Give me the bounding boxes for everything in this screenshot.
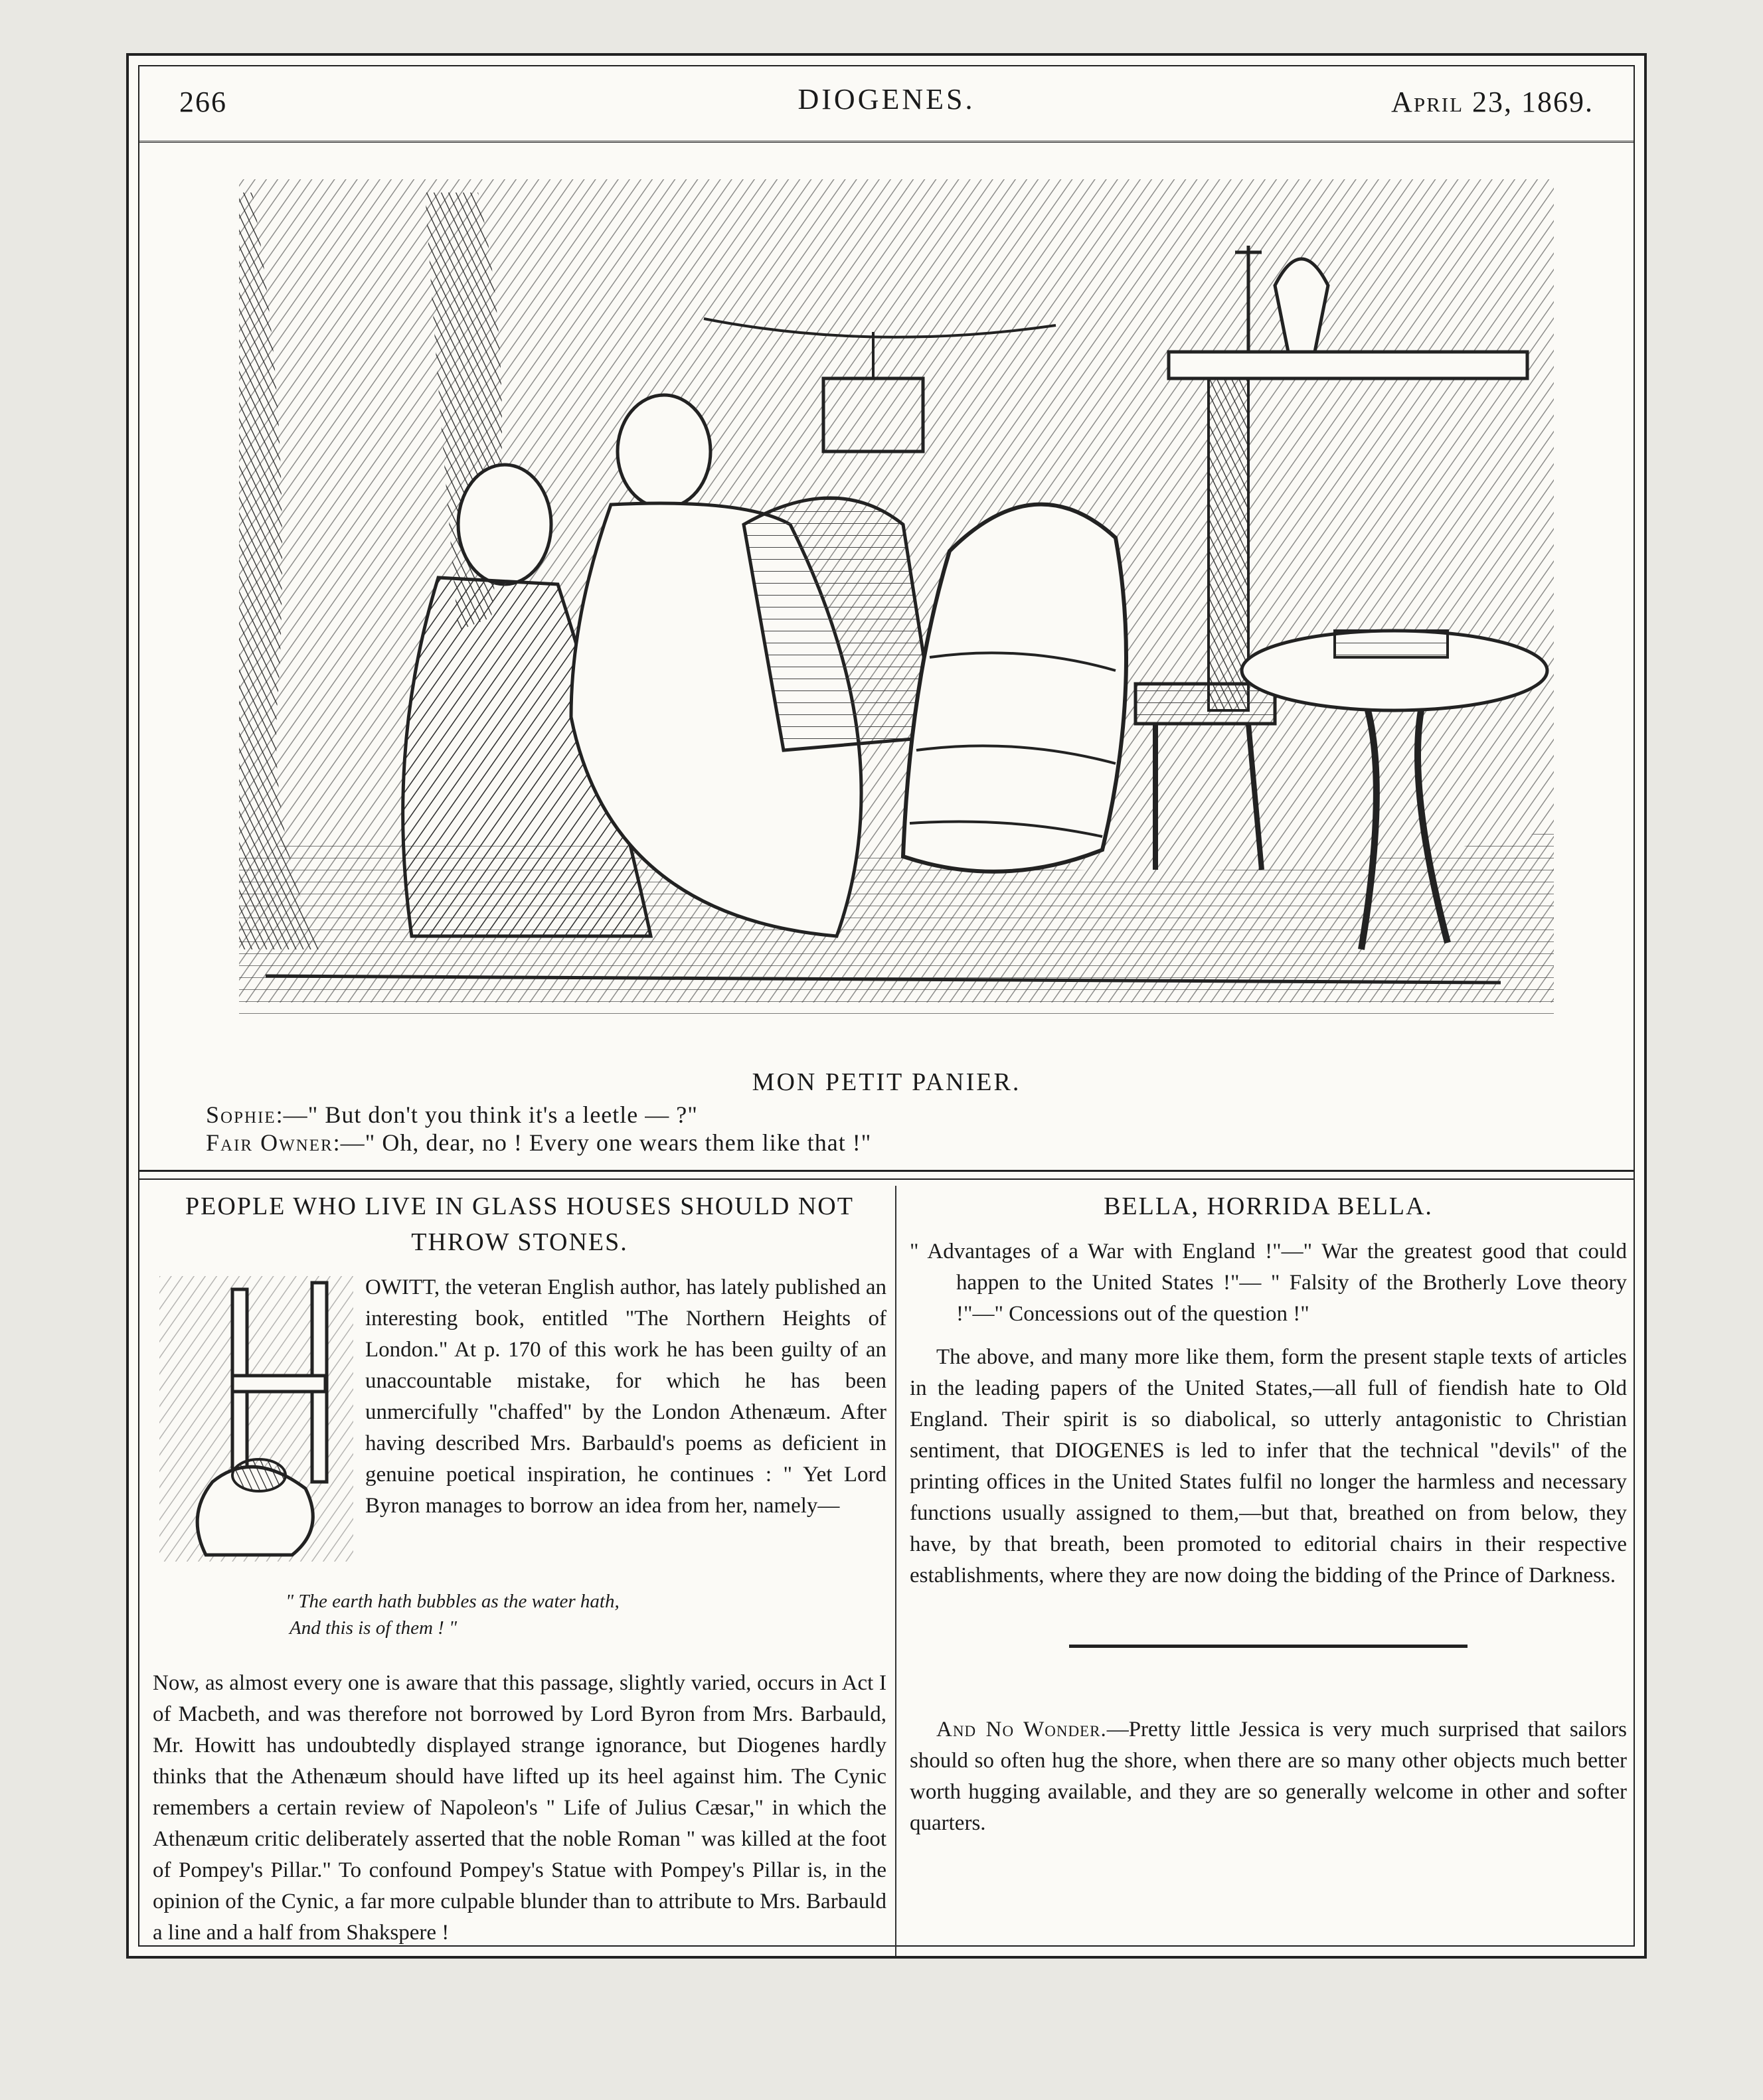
cartoon-caption-line-2 bbox=[206, 1129, 871, 1157]
illustrated-initial-h-icon bbox=[159, 1276, 353, 1562]
caption-speaker-fair-owner: Fair Owner bbox=[206, 1129, 333, 1156]
issue-date: April 23, 1869. bbox=[1391, 86, 1594, 118]
right-article-headline: BELLA, HORRIDA BELLA. bbox=[1104, 1192, 1433, 1220]
short-item bbox=[910, 1714, 1627, 1839]
byron-quote bbox=[286, 1588, 886, 1641]
article-separator-rule bbox=[1069, 1645, 1468, 1648]
newspaper-page bbox=[126, 53, 1647, 1959]
left-article-headline: PEOPLE WHO LIVE IN GLASS HOUSES SHOULD NOT THROW STONES. bbox=[185, 1192, 854, 1256]
caption-speaker-sophie: Sophie bbox=[206, 1101, 276, 1128]
caption-text-2: :—" Oh, dear, no ! Every one wears them like that !" bbox=[333, 1129, 872, 1156]
right-article-para-1: The above, and many more like them, form the present staple texts of articles in the leading papers of the United States,—all full of fiendish hate to Old England. Their spirit is so diabolical, so utterly antagonistic to Christian sentiment, that DIOGENES is led to infer that the technical "devils" of the printing offices in the United States fulfil no longer the harmless and necessary functions usually assigned to them,—but that, breathed on from below, they have, by that breath, been promoted to editorial chairs in their respective establishments, where they are now doing the bidding of the Prince of Darkness. bbox=[910, 1345, 1627, 1587]
cartoon-caption-line-1 bbox=[206, 1101, 698, 1129]
right-article-slogans: " Advantages of a War with England !"—" War the greatest good that could happen to the United States !"— " Falsity of the Brotherly Love theory !"—" Concessions out of the question !" bbox=[910, 1240, 1627, 1326]
right-column bbox=[910, 1188, 1627, 1839]
left-article-para-1: OWITT, the veteran English author, has lately published an interesting book, entitled "The Northern Heights of London." At p. 170 of this work he has been guilty of an unaccountable mistake, for which he has been unmercifully "chaffed" by the London Athenæum. After having described Mrs. Barbauld's poems as deficient in genuine poetical inspiration, he continues : " Yet Lord Byron manages to borrow an idea from her, namely— bbox=[365, 1275, 886, 1518]
short-item-lead: And No Wonder. bbox=[936, 1718, 1107, 1741]
left-column bbox=[153, 1188, 886, 1949]
section-divider bbox=[139, 1170, 1634, 1180]
page-border bbox=[138, 65, 1635, 1947]
masthead-title: DIOGENES. bbox=[798, 83, 975, 116]
quote-line-2: And this is of them ! " bbox=[290, 1617, 458, 1639]
left-article-body bbox=[153, 1272, 886, 1949]
column-divider bbox=[895, 1186, 898, 1956]
left-article-para-2: Now, as almost every one is aware that this passage, slightly varied, occurs in Act I of Macbeth, and was therefore not borrowed by Lord Byron from Mrs. Barbauld, Mr. Howitt has undoubtedly displayed strange ignorance, but Diogenes hardly thinks that the Athenæum should have lifted up its heel against him. The Cynic remembers a certain review of Napoleon's " Life of Julius Cæsar," in which the Athenæum critic deliberately asserted that the noble Roman " was killed at the foot of Pompey's Pillar." To confound Pompey's Statue with Pompey's Pillar is, in the opinion of the Cynic, a far more culpable blunder than to attribute to Mrs. Barbauld a line and a half from Shakspere ! bbox=[153, 1671, 886, 1945]
cartoon-illustration bbox=[239, 153, 1554, 1042]
quote-line-1: " The earth hath bubbles as the water hath, bbox=[286, 1591, 620, 1612]
caption-text-1: :—" But don't you think it's a leetle — ?" bbox=[276, 1101, 698, 1128]
short-item-text: —Pretty little Jessica is very much surprised that sailors should so often hug the shore, when there are so many other objects much better worth hugging available, and they are so generally welcome in other and softer quarters. bbox=[910, 1718, 1627, 1835]
cartoon-title: MON PETIT PANIER. bbox=[752, 1068, 1021, 1096]
page-number: 266 bbox=[179, 86, 227, 118]
page-header bbox=[139, 66, 1634, 143]
